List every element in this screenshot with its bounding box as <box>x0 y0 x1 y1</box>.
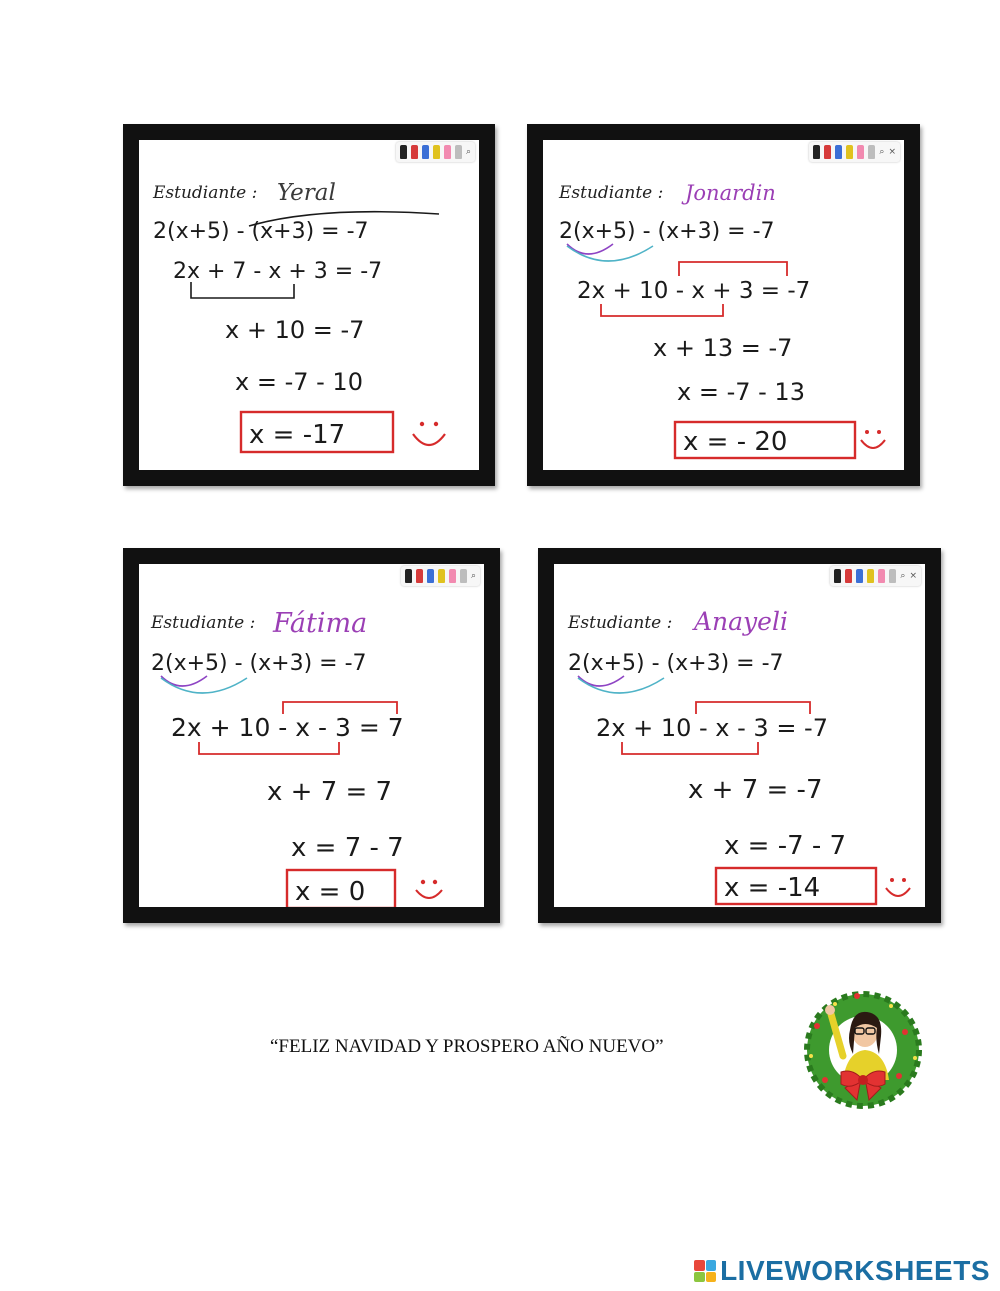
equation-line: x = -7 - 10 <box>235 368 363 396</box>
zoom-icon[interactable]: ⌕ <box>465 146 471 157</box>
equation-line: 2(x+5) - (x+3) = -7 <box>151 651 367 676</box>
equation-line: x + 10 = -7 <box>225 316 365 344</box>
whiteboard <box>554 564 925 907</box>
brand-logo[interactable] <box>694 1255 990 1287</box>
worksheet-card-2 <box>527 124 920 486</box>
math-work <box>554 564 925 907</box>
smiley-icon <box>861 430 885 448</box>
zoom-icon[interactable]: ⌕ <box>470 570 476 581</box>
equation-line: x = 7 - 7 <box>291 833 404 863</box>
student-name: Yeral <box>277 180 336 206</box>
equation-line: 2(x+5) - (x+3) = -7 <box>153 219 369 244</box>
zoom-icon[interactable]: ⌕ <box>879 146 885 157</box>
holiday-message: “FELIZ NAVIDAD Y PROSPERO AÑO NUEVO” <box>270 1036 664 1057</box>
whiteboard <box>543 140 904 470</box>
whiteboard <box>139 140 479 470</box>
math-work <box>139 564 484 907</box>
student-name: Anayeli <box>694 607 788 636</box>
equation-line: 2x + 7 - x + 3 = -7 <box>173 259 383 284</box>
equation-line: x + 7 = 7 <box>267 777 393 807</box>
close-icon[interactable]: × <box>909 570 917 581</box>
student-name: Jonardin <box>685 181 776 205</box>
equation-line: 2(x+5) - (x+3) = -7 <box>568 651 784 676</box>
final-answer: x = -17 <box>249 420 346 450</box>
equation-line: 2x + 10 - x - 3 = 7 <box>171 713 404 742</box>
equation-line: 2(x+5) - (x+3) = -7 <box>559 219 775 244</box>
smiley-icon <box>886 878 910 896</box>
equation-line: x = -7 - 7 <box>724 831 847 861</box>
equation-line: x = -7 - 13 <box>677 378 805 406</box>
student-name: Fátima <box>273 608 368 639</box>
student-label: Estudiante : <box>559 183 664 203</box>
student-label: Estudiante : <box>568 613 673 633</box>
brand-name: LIVEWORKSHEETS <box>720 1255 990 1286</box>
worksheet-card-1 <box>123 124 495 486</box>
worksheet-card-4 <box>538 548 941 923</box>
smiley-icon <box>416 880 442 898</box>
final-answer: x = 0 <box>295 877 366 907</box>
zoom-icon[interactable]: ⌕ <box>900 570 906 581</box>
final-answer: x = - 20 <box>683 427 788 457</box>
close-icon[interactable]: × <box>888 146 896 157</box>
liveworksheets-logo-icon <box>694 1260 716 1282</box>
worksheet-card-3 <box>123 548 500 923</box>
math-work <box>543 140 904 470</box>
christmas-wreath-avatar <box>795 980 935 1120</box>
student-label: Estudiante : <box>151 613 256 633</box>
smiley-icon <box>413 422 445 445</box>
student-label: Estudiante : <box>153 183 258 203</box>
equation-line: x + 7 = -7 <box>688 775 823 805</box>
whiteboard <box>139 564 484 907</box>
equation-line: 2x + 10 - x - 3 = -7 <box>596 714 828 742</box>
math-work <box>139 140 479 470</box>
equation-line: 2x + 10 - x + 3 = -7 <box>577 278 811 304</box>
final-answer: x = -14 <box>724 873 821 903</box>
equation-line: x + 13 = -7 <box>653 334 793 362</box>
